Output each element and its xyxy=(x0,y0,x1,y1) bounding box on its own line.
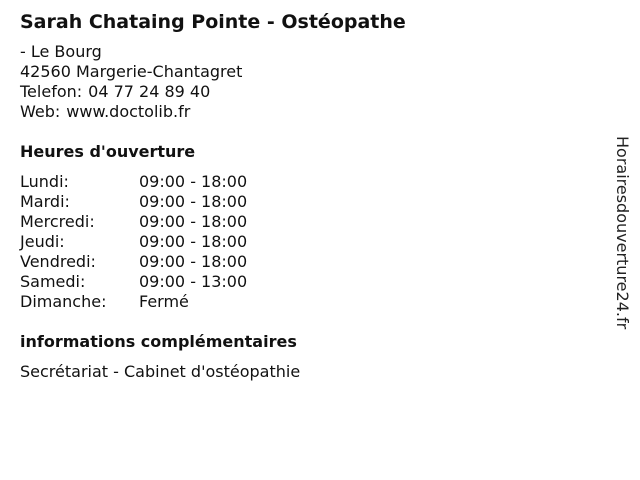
day-label: Mardi: xyxy=(20,192,70,211)
day-hours: 09:00 - 13:00 xyxy=(139,272,248,291)
additional-info-heading: informations complémentaires xyxy=(20,332,297,351)
opening-hours-table xyxy=(20,172,247,312)
hours-row-sunday xyxy=(20,292,247,312)
day-label: Samedi: xyxy=(20,272,86,291)
day-hours: 09:00 - 18:00 xyxy=(139,192,248,211)
address-line-1: - Le Bourg xyxy=(20,42,102,61)
day-hours: 09:00 - 18:00 xyxy=(139,232,248,251)
address-line-2: 42560 Margerie-Chantagret xyxy=(20,62,243,81)
business-details xyxy=(20,10,580,382)
phone-label: Telefon: xyxy=(20,82,83,101)
day-hours: 09:00 - 18:00 xyxy=(139,172,248,191)
day-hours: 09:00 - 18:00 xyxy=(139,212,248,231)
phone-row xyxy=(20,82,580,102)
hours-row-thursday xyxy=(20,232,247,252)
hours-row-saturday xyxy=(20,272,247,292)
day-label: Dimanche: xyxy=(20,292,107,311)
additional-info-text: Secrétariat - Cabinet d'ostéopathie xyxy=(20,362,301,381)
hours-row-tuesday xyxy=(20,192,247,212)
hours-row-monday xyxy=(20,172,247,192)
web-link[interactable]: www.doctolib.fr xyxy=(66,102,191,121)
web-label: Web: xyxy=(20,102,61,121)
site-watermark: Horairesdouverture24.fr xyxy=(613,136,632,330)
hours-row-wednesday xyxy=(20,212,247,232)
day-label: Jeudi: xyxy=(20,232,65,251)
web-row xyxy=(20,102,580,122)
day-label: Vendredi: xyxy=(20,252,96,271)
day-hours: Fermé xyxy=(139,292,189,311)
phone-number: 04 77 24 89 40 xyxy=(88,82,211,101)
day-hours: 09:00 - 18:00 xyxy=(139,252,248,271)
day-label: Lundi: xyxy=(20,172,69,191)
hours-row-friday xyxy=(20,252,247,272)
page-title: Sarah Chataing Pointe - Ostéopathe xyxy=(20,11,406,33)
opening-hours-heading: Heures d'ouverture xyxy=(20,142,196,161)
day-label: Mercredi: xyxy=(20,212,95,231)
